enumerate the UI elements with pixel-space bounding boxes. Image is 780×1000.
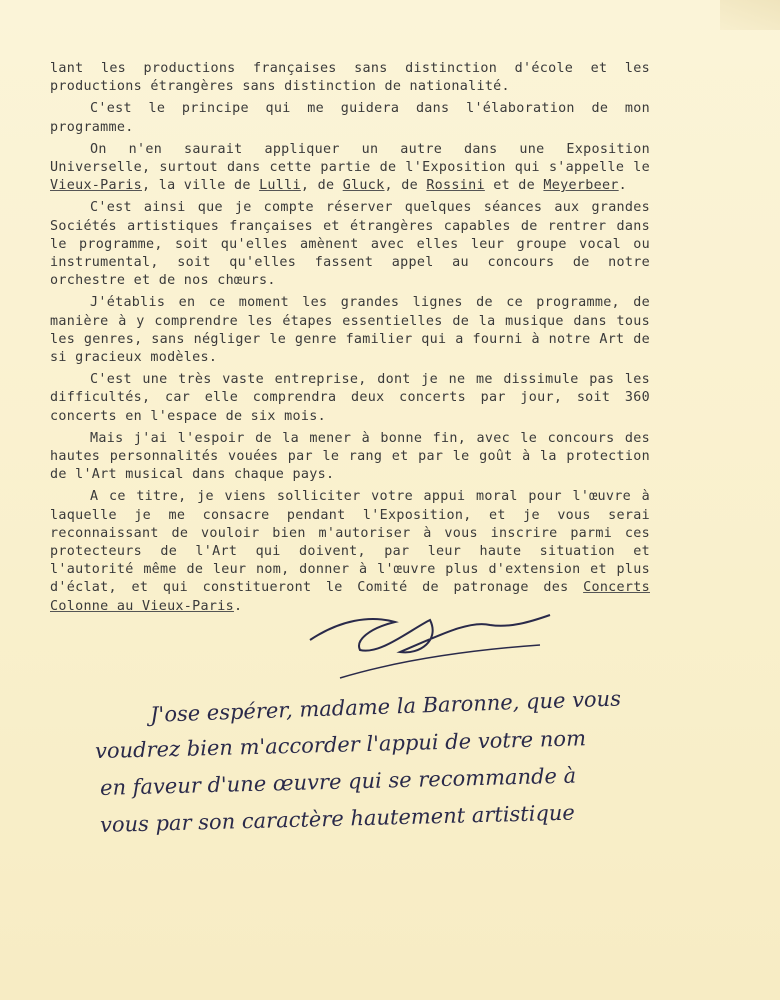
note-line-3: en faveur d'une œuvre qui se recommande à <box>99 763 577 800</box>
note-line-4: vous par son caractère hautement artistique <box>99 800 576 837</box>
gluck-text: Gluck <box>342 178 385 194</box>
vieux-paris-link-text: Vieux-Paris <box>50 178 142 194</box>
paragraph-2: C'est le principe qui me guidera dans l'élaboration de mon programme. <box>50 101 650 135</box>
folded-corner <box>720 0 780 30</box>
paragraph-3 <box>50 141 650 196</box>
signature-text: Ed Colonne <box>430 645 436 646</box>
paragraph-3-text: On n'en saurait appliquer un autre dans une Exposition Universelle, surtout dans cette partie de l'Exposition qui s'appelle le <box>50 141 650 176</box>
note-line-2: voudrez bien m'accorder l'appui de votre nom <box>94 726 587 764</box>
paragraph-8-text: A ce titre, je viens solliciter votre appui moral pour l'œuvre à laquelle je me consacre pendant l'Exposition, et je vous serai reconnaissant de vouloir bien m'autoriser à vous inscrire parmi ces protecteurs de l'Art qui doivent, par leur haute situation et l'autorité même de leur nom, donner à l'œuvre plus d'extension et plus d'éclat, et qui constitueront le Comité de patronage des <box>50 489 650 596</box>
joiner-3: , de <box>384 178 427 194</box>
paragraph-7: Mais j'ai l'espoir de la mener à bonne fin, avec le concours des hautes personnalités vouées par le rang et par le goût à la protection de l'Art musical dans chaque pays. <box>50 430 650 483</box>
typed-letter-body <box>50 60 650 620</box>
joiner-6: . <box>233 598 243 614</box>
handwritten-note <box>95 688 715 836</box>
joiner-4: et de <box>484 178 544 194</box>
joiner-2: , de <box>300 178 343 194</box>
joiner-1: , la ville de <box>141 178 260 194</box>
lulli-text: Lulli <box>259 178 301 194</box>
paragraph-6: C'est une très vaste entreprise, dont je ne me dissimule pas les difficultés, car elle comprendra deux concerts par jour, soit 360 concerts en l'espace de six mois. <box>50 372 650 424</box>
joiner-5: . <box>618 178 628 194</box>
paragraph-1: lant les productions françaises sans distinction d'école et les productions étrangères sans distinction de nationalité. <box>50 61 650 95</box>
rossini-text: Rossini <box>426 178 485 194</box>
signature-graphic <box>300 600 560 690</box>
concerts-colonne-text: Concerts Colonne au Vieux-Paris <box>50 580 650 614</box>
meyerbeer-text: Meyerbeer <box>543 178 619 194</box>
paragraph-5: J'établis en ce moment les grandes lignes de ce programme, de manière à y comprendre les étapes essentielles de la musique dans tous les genres, sans négliger le genre familier qui a fourni à notre Art de si gracieux modèles. <box>50 295 650 366</box>
note-line-1: J'ose espérer, madame la Baronne, que vous <box>149 686 622 727</box>
paragraph-4: C'est ainsi que je compte réserver quelques séances aux grandes Sociétés artistiques françaises et étrangères capables de rentrer dans le programme, soit qu'elles amènent avec elles leur groupe vocal ou instrumental, soit qu'elles fassent appel au concours de notre orchestre et de nos chœurs. <box>50 200 650 289</box>
paragraph-8 <box>50 488 650 615</box>
